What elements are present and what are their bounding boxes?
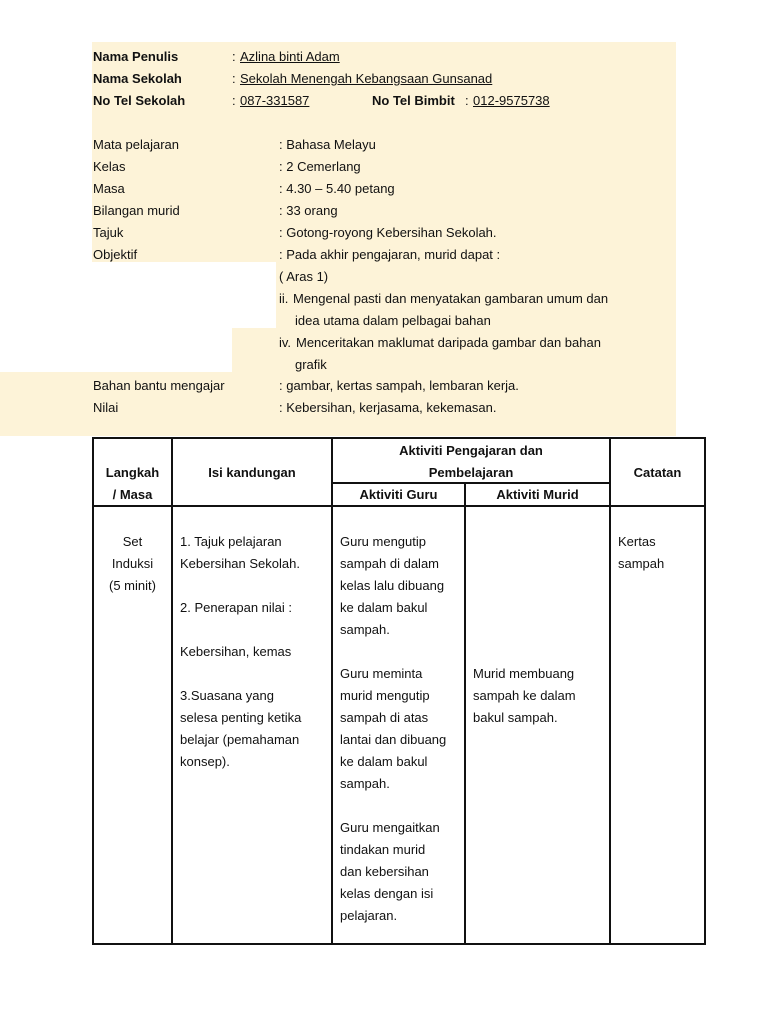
no-tel-sekolah-label: No Tel Sekolah — [93, 93, 186, 108]
detail-value: : 4.30 – 5.40 petang — [279, 181, 395, 196]
bahan-bantu-label: Bahan bantu mengajar — [93, 378, 225, 393]
objective-line: Menceritakan maklumat daripada gambar dan bahan — [296, 335, 601, 350]
no-tel-sekolah-value: 087-331587 — [240, 93, 310, 108]
no-tel-bimbit-colon: : — [465, 93, 469, 108]
no-tel-sekolah-colon: : — [232, 93, 236, 108]
nama-sekolah-value: Sekolah Menengah Kebangsaan Gunsanad — [240, 71, 493, 86]
table-divider — [464, 483, 466, 945]
objective-line: grafik — [295, 357, 327, 372]
detail-value: : 2 Cemerlang — [279, 159, 361, 174]
highlight-bottom-right — [92, 416, 676, 436]
nilai-value: : Kebersihan, kerjasama, kekemasan. — [279, 400, 497, 415]
header-langkah: Langkah / Masa — [105, 465, 160, 502]
cell-isi-kandungan: 1. Tajuk pelajaran Kebersihan Sekolah. 2. Penerapan nilai : Kebersihan, kemas 3.Suasana yang selesa penting ketika belajar (pemahaman konsep). — [180, 534, 302, 769]
objective-line: idea utama dalam pelbagai bahan — [295, 313, 491, 328]
objective-marker: ii. — [279, 291, 289, 306]
cell-aktiviti-guru: Guru mengutip sampah di dalam kelas lalu dibuang ke dalam bakul sampah. Guru meminta murid mengutip sampah di atas lantai dan dibuang ke dalam bakul sampah. Guru mengaitkan tindakan murid dan kebersihan kelas dengan isi pelajaran. — [340, 534, 447, 923]
table-border — [92, 437, 94, 945]
detail-label: Bilangan murid — [93, 203, 180, 218]
table-divider — [331, 437, 333, 945]
detail-value: : Bahasa Melayu — [279, 137, 376, 152]
detail-label: Masa — [93, 181, 125, 196]
detail-label: Mata pelajaran — [93, 137, 179, 152]
bahan-bantu-value: : gambar, kertas sampah, lembaran kerja. — [279, 378, 519, 393]
cell-aktiviti-murid: Murid membuang sampah ke dalam bakul sampah. — [473, 666, 576, 725]
cell-catatan: Kertas sampah — [618, 534, 665, 571]
table-divider — [171, 437, 173, 945]
table-border — [92, 943, 706, 945]
objective-marker: iv. — [279, 335, 292, 350]
detail-label: Kelas — [93, 159, 126, 174]
objective-level: ( Aras 1) — [279, 269, 329, 284]
detail-value: : 33 orang — [279, 203, 338, 218]
no-tel-bimbit-label: No Tel Bimbit — [372, 93, 455, 108]
detail-value: : Pada akhir pengajaran, murid dapat : — [279, 247, 501, 262]
no-tel-bimbit-value: 012-9575738 — [473, 93, 550, 108]
nama-sekolah-colon: : — [232, 71, 236, 86]
nama-penulis-label: Nama Penulis — [93, 49, 179, 64]
cell-langkah: Set Induksi (5 minit) — [109, 534, 156, 593]
detail-label: Tajuk — [93, 225, 124, 240]
nama-penulis-colon: : — [232, 49, 236, 64]
nilai-label: Nilai — [93, 400, 119, 415]
nama-sekolah-label: Nama Sekolah — [93, 71, 182, 86]
header-aktiviti-guru: Aktiviti Guru — [359, 487, 438, 502]
header-isi-kandungan: Isi kandungan — [208, 465, 296, 480]
objective-line: Mengenal pasti dan menyatakan gambaran umum dan — [293, 291, 609, 306]
table-border — [704, 437, 706, 945]
header-catatan: Catatan — [633, 465, 682, 480]
detail-value: : Gotong-royong Kebersihan Sekolah. — [279, 225, 497, 240]
nama-penulis-value: Azlina binti Adam — [240, 49, 340, 64]
header-aktiviti: Aktiviti Pengajaran dan Pembelajaran — [399, 443, 543, 480]
table-border — [92, 437, 706, 439]
header-aktiviti-murid: Aktiviti Murid — [496, 487, 579, 502]
detail-label: Objektif — [93, 247, 138, 262]
lesson-table — [92, 437, 706, 945]
table-divider — [609, 437, 611, 945]
highlight-left-band — [0, 416, 92, 436]
